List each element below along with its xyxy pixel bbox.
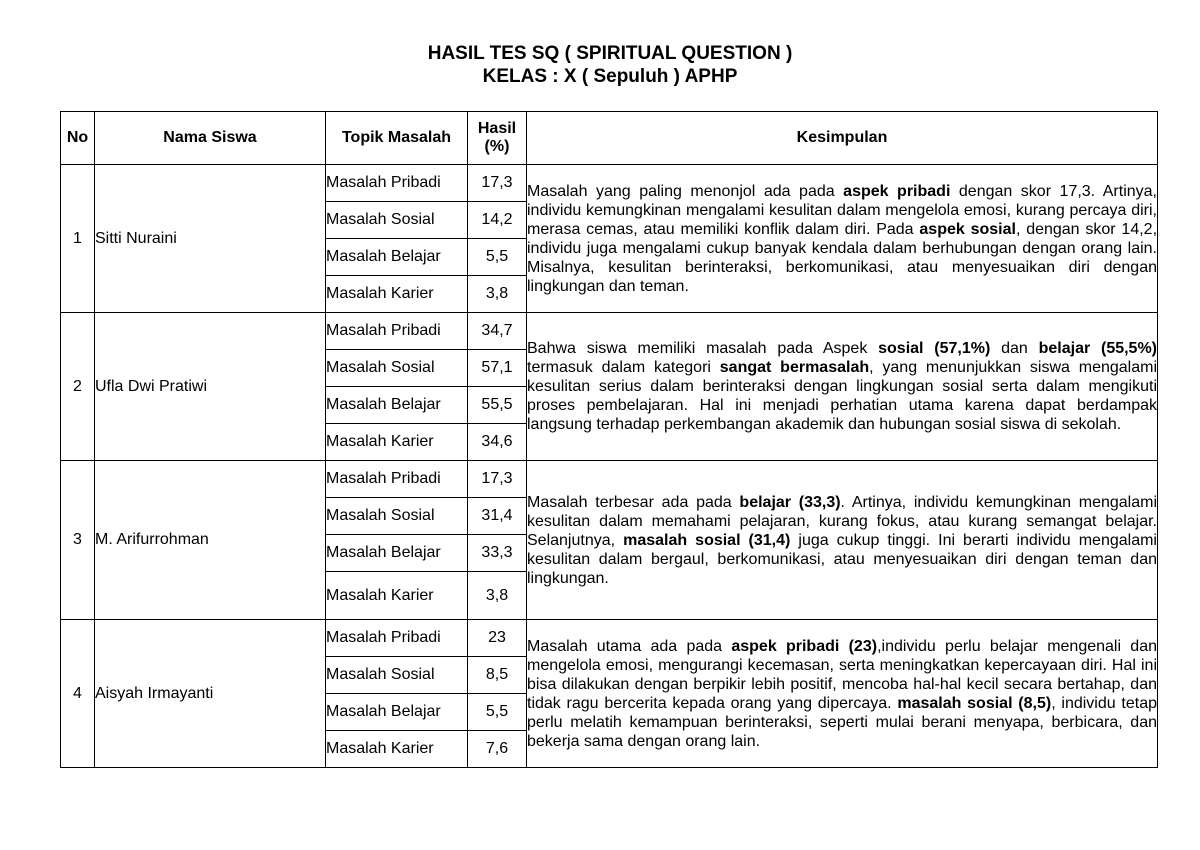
conclusion-cell	[527, 620, 1158, 768]
conclusion-cell	[527, 313, 1158, 461]
score-cell: 3,8	[468, 572, 527, 620]
score-cell: 3,8	[468, 276, 527, 313]
topic-cell: Masalah Belajar	[326, 239, 468, 276]
score-cell: 33,3	[468, 535, 527, 572]
topic-cell: Masalah Karier	[326, 731, 468, 768]
topic-cell: Masalah Sosial	[326, 202, 468, 239]
conclusion-emphasis: aspek sosial	[919, 220, 1016, 238]
header-topic: Topik Masalah	[326, 112, 468, 165]
topic-cell: Masalah Karier	[326, 572, 468, 620]
score-cell: 23	[468, 620, 527, 657]
score-cell: 34,6	[468, 424, 527, 461]
topic-cell: Masalah Belajar	[326, 535, 468, 572]
header-conclusion: Kesimpulan	[527, 112, 1158, 165]
conclusion-text: , yang menunjukkan siswa mengalami kesulitan serius dalam berinteraksi dengan lingkungan sosial serta dalam mengikuti proses pembelajaran. Hal ini menjadi perhatian utama karena dapat berdampak langsung terhadap perkembangan akademik dan hubungan sosial siswa di sekolah.	[527, 359, 1158, 433]
results-body	[61, 165, 1158, 768]
conclusion-text: Masalah utama ada pada	[527, 637, 732, 655]
conclusion-cell	[527, 461, 1158, 620]
title-line-1: HASIL TES SQ ( SPIRITUAL QUESTION )	[427, 43, 793, 64]
score-cell: 8,5	[468, 657, 527, 694]
topic-cell: Masalah Belajar	[326, 387, 468, 424]
score-cell: 31,4	[468, 498, 527, 535]
title-line-2: KELAS : X ( Sepuluh ) APHP	[482, 66, 738, 87]
conclusion-text: ,individu perlu belajar mengenali dan mengelola emosi, mengurangi kecemasan, serta meningkatkan kepercayaan diri. Hal ini bisa dilakukan dengan berpikir lebih positif, mencoba hal-hal kecil secara bertahap, dan tidak ragu bercerita kepada orang yang dipercaya.	[527, 637, 1158, 712]
topic-cell: Masalah Pribadi	[326, 313, 468, 350]
topic-cell: Masalah Sosial	[326, 498, 468, 535]
score-cell: 5,5	[468, 694, 527, 731]
student-number: 2	[61, 313, 95, 461]
table-row	[61, 461, 1158, 498]
conclusion-cell	[527, 165, 1158, 313]
document-title	[0, 42, 1200, 88]
conclusion-text: Bahwa siswa memiliki masalah pada Aspek	[527, 340, 879, 357]
topic-cell: Masalah Karier	[326, 276, 468, 313]
conclusion-text: termasuk dalam kategori	[527, 359, 720, 376]
score-cell: 17,3	[468, 461, 527, 498]
topic-cell: Masalah Belajar	[326, 694, 468, 731]
table-row	[61, 165, 1158, 202]
header-no: No	[61, 112, 95, 165]
conclusion-emphasis: belajar (55,5%)	[1038, 340, 1158, 357]
header-score-line-2: (%)	[484, 138, 510, 155]
score-cell: 57,1	[468, 350, 527, 387]
score-cell: 14,2	[468, 202, 527, 239]
conclusion-emphasis: sosial (57,1%)	[878, 340, 991, 357]
student-name: Sitti Nuraini	[95, 165, 326, 313]
conclusion-text: , individu tetap perlu melatih kemampuan berinteraksi, seperti mulai berani menyapa, berbicara, dan bekerja sama dengan orang lain.	[527, 694, 1158, 750]
conclusion-emphasis: masalah sosial (8,5)	[897, 694, 1052, 712]
student-number: 4	[61, 620, 95, 768]
table-row	[61, 620, 1158, 657]
topic-cell: Masalah Pribadi	[326, 461, 468, 498]
conclusion-emphasis: masalah sosial (31,4)	[623, 531, 791, 549]
results-table	[60, 111, 1158, 768]
topic-cell: Masalah Pribadi	[326, 165, 468, 202]
student-number: 1	[61, 165, 95, 313]
topic-cell: Masalah Sosial	[326, 657, 468, 694]
score-cell: 34,7	[468, 313, 527, 350]
conclusion-emphasis: belajar (33,3)	[739, 493, 841, 511]
score-cell: 55,5	[468, 387, 527, 424]
topic-cell: Masalah Pribadi	[326, 620, 468, 657]
conclusion-emphasis: aspek pribadi (23)	[731, 637, 878, 655]
score-cell: 17,3	[468, 165, 527, 202]
conclusion-text: . Artinya, individu kemungkinan mengalami kesulitan dalam memahami pelajaran, kurang fokus, atau kurang semangat belajar. Selanjutnya,	[527, 493, 1157, 549]
header-row	[61, 112, 1158, 165]
student-name: Aisyah Irmayanti	[95, 620, 326, 768]
conclusion-text: dengan skor 17,3. Artinya, individu kemungkinan mengalami kesulitan dalam mengelola emosi, kurang percaya diri, merasa cemas, atau memiliki konflik dalam diri. Pada	[527, 182, 1158, 238]
conclusion-text: , dengan skor 14,2, individu juga mengalami cukup banyak kendala dalam berhubungan dengan orang lain. Misalnya, kesulitan berinteraksi, berkomunikasi, atau menyesuaikan diri dengan lingkungan dan teman.	[527, 220, 1158, 295]
student-name: M. Arifurrohman	[95, 461, 326, 620]
conclusion-text: Masalah yang paling menonjol ada pada	[527, 182, 844, 200]
header-score-line-1: Hasil	[477, 120, 517, 137]
score-cell: 7,6	[468, 731, 527, 768]
header-score	[468, 112, 527, 165]
score-cell: 5,5	[468, 239, 527, 276]
topic-cell: Masalah Karier	[326, 424, 468, 461]
conclusion-emphasis: sangat bermasalah	[719, 359, 870, 376]
student-name: Ufla Dwi Pratiwi	[95, 313, 326, 461]
conclusion-text: juga cukup tinggi. Ini berarti individu mengalami kesulitan dalam bergaul, berkomunikasi, atau menyesuaikan diri dengan teman dan lingkungan.	[527, 531, 1157, 587]
table-row	[61, 313, 1158, 350]
header-name: Nama Siswa	[95, 112, 326, 165]
conclusion-text: dan	[990, 340, 1039, 357]
conclusion-emphasis: aspek pribadi	[843, 182, 951, 200]
topic-cell: Masalah Sosial	[326, 350, 468, 387]
conclusion-text: Masalah terbesar ada pada	[527, 493, 740, 511]
student-number: 3	[61, 461, 95, 620]
